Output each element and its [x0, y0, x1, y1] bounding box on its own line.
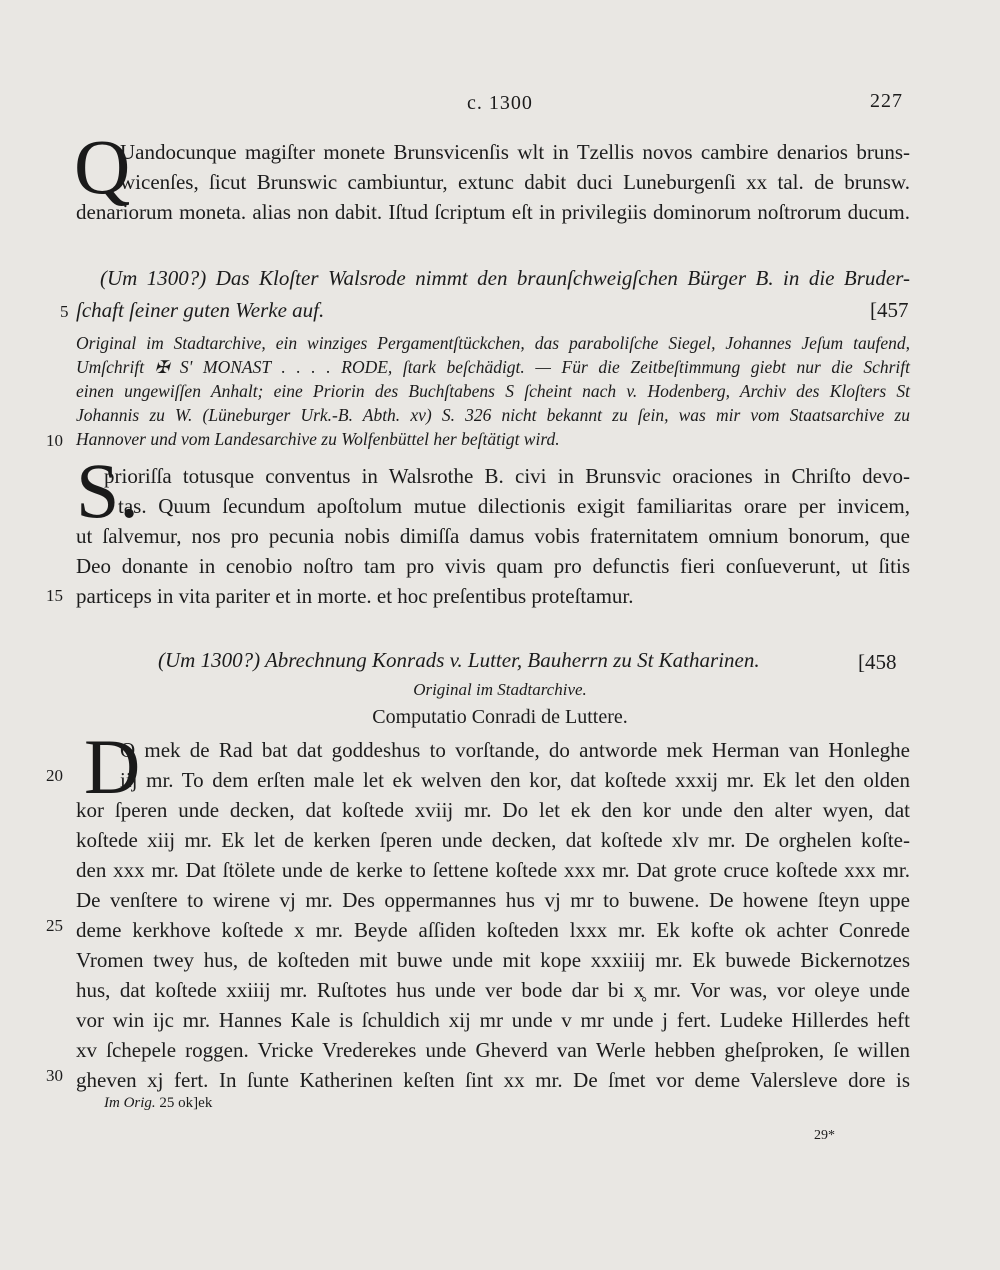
footnote-text: 25 ok]ek: [159, 1095, 213, 1111]
text-line: vor win ijc mr. Hannes Kale is ſchuldich xij mr unde v mr unde j fert. Ludeke Hillerdes heft: [76, 1008, 910, 1032]
text-line: prioriſſa totusque conventus in Walsrothe B. civi in Brunsvic oraciones in Chriſto devo-: [104, 464, 910, 488]
dropcap-d: D: [84, 723, 141, 810]
entry-457-title-line1: (Um 1300?) Das Kloſter Walsrode nimmt den braunſchweigſchen Bürger B. in die Bruder-: [100, 266, 910, 290]
text-line: denariorum moneta. alias non dabit. Iſtud ſcriptum eſt in privilegiis dominorum noſtrorum ducum.: [76, 200, 910, 224]
entry-458-source: Original im Stadtarchive.: [413, 680, 587, 699]
dropcap-s: S.: [76, 447, 139, 534]
running-head: c. 1300: [467, 92, 533, 114]
text-line: ut ſalvemur, nos pro pecunia nobis dimiſſa damus vobis fraternitatem omnium bonorum, que: [76, 524, 910, 548]
text-line: iij mr. To dem erſten male let ek welven den kor, dat koſtede xxxij mr. Ek let den olden: [120, 768, 910, 792]
footnote-label: Im Orig.: [104, 1095, 156, 1111]
note-line: Hannover und vom Landesarchive zu Wolfenbüttel her beſtätigt wird.: [76, 429, 560, 449]
text-line: den xxx mr. Dat ſtölete unde de kerke to ſettene koſtede xxx mr. Dat grote cruce koſtede xxx mr.: [76, 858, 910, 882]
entry-458-number: [458: [858, 650, 897, 674]
entry-458-title: (Um 1300?) Abrechnung Konrads v. Lutter, Bauherrn zu St Katharinen.: [158, 648, 760, 672]
line-number: 10: [46, 431, 63, 450]
line-number: 15: [46, 586, 63, 605]
entry-457-number: [457: [870, 298, 909, 322]
note-line: Umſchrift ✠ S' MONAST . . . . RODE, ſtark beſchädigt. — Für die Zeitbeſtimmung giebt nur die Schrift: [76, 357, 910, 377]
dropcap-q: Q: [74, 123, 131, 210]
text-line: Deo donante in cenobio noſtro tam pro vivis quam pro defunctis fieri conſueverunt, ut ſitis: [76, 554, 910, 578]
text-line: Vromen twey hus, de koſteden mit buwe unde mit kope xxxiiij mr. Ek buwede Bickernotzes: [76, 948, 910, 972]
line-number: 30: [46, 1066, 63, 1085]
entry-458-heading: Computatio Conradi de Luttere.: [372, 706, 628, 728]
text-line: xv ſchepele roggen. Vricke Vrederekes unde Gheverd van Werle hebben gheſproken, ſe willen: [76, 1038, 910, 1062]
text-line: Uandocunque magiſter monete Brunsvicenſis wlt in Tzellis novos cambire denarios bruns-: [120, 140, 910, 164]
line-number: 5: [60, 302, 69, 321]
text-line: deme kerkhove koſtede x mr. Beyde aſſiden koſteden lxxx mr. Ek kofte ok achter Conrede: [76, 918, 910, 942]
text-line: kor ſperen unde decken, dat koſtede xviij mr. Do let ek den kor unde den alter wyen, dat: [76, 798, 910, 822]
text-line: particeps in vita pariter et in morte. et hoc preſentibus proteſtamur.: [76, 584, 634, 608]
entry-457-title-line2: ſchaft ſeiner guten Werke auf.: [76, 298, 325, 322]
note-line: einen ungewiſſen Anhalt; eine Priorin des Buchſtabens S ſcheint nach v. Hodenberg, Archiv des Kloſters St: [76, 381, 910, 401]
text-line: tas. Quum ſecundum apoſtolum mutue dilectionis exigit familiaritas orare per invicem,: [118, 494, 910, 518]
text-line: O mek de Rad bat dat goddeshus to vorſtande, do antworde mek Herman van Honleghe: [120, 738, 910, 762]
note-line: Johannis zu W. (Lüneburger Urk.-B. Abth. xv) S. 326 nicht bekannt zu ſein, was mir vom Staatsarchive zu: [76, 405, 910, 425]
line-number: 25: [46, 916, 63, 935]
line-number: 20: [46, 766, 63, 785]
text-line: gheven xj fert. In ſunte Katherinen keſten ſint xx mr. De ſmet vor deme Valersleve dore is: [76, 1068, 910, 1092]
text-line: hus, dat koſtede xxiiij mr. Ruſtotes hus unde ver bode dar bi x̥ mr. Vor was, vor oleye unde: [76, 978, 910, 1002]
text-line: wicenſes, ſicut Brunswic cambiuntur, extunc dabit duci Luneburgenſi xx tal. de brunsw.: [120, 170, 910, 194]
text-line: koſtede xiij mr. Ek let de kerken ſperen unde decken, dat koſtede xlv mr. De orghelen koſte-: [76, 828, 910, 852]
signature-mark: 29*: [814, 1128, 835, 1143]
note-line: Original im Stadtarchive, ein winziges Pergamentſtückchen, das paraboliſche Siegel, Johannes Jeſum taufend,: [76, 333, 910, 353]
page-number: 227: [870, 90, 903, 112]
text-line: De venſtere to wirene vj mr. Des oppermannes hus vj mr to buwene. De howene ſteyn uppe: [76, 888, 910, 912]
footnote: [104, 1095, 212, 1112]
